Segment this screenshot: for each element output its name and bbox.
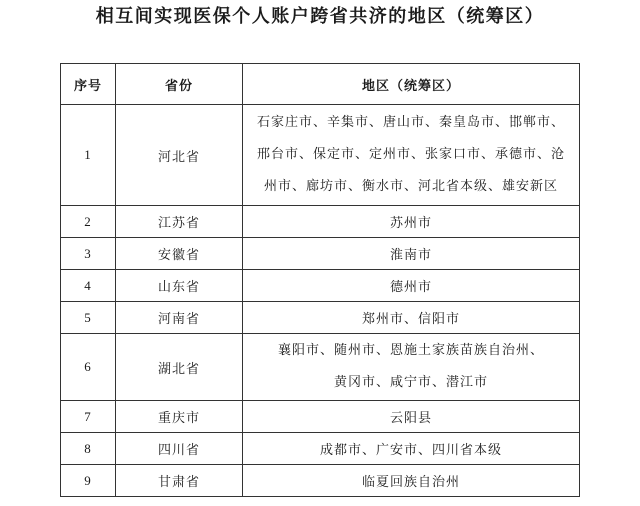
table-row — [61, 270, 580, 302]
table-row — [61, 302, 580, 334]
row-province: 湖北省 — [116, 334, 243, 401]
header-region: 地区（统筹区） — [243, 64, 580, 105]
table-row — [61, 401, 580, 433]
row-province: 山东省 — [116, 270, 243, 302]
region-line: 黄冈市、咸宁市、潜江市 — [333, 375, 488, 390]
row-province: 河北省 — [116, 105, 243, 206]
header-serial-number: 序号 — [61, 64, 116, 105]
row-number: 8 — [61, 433, 116, 465]
row-regions: 成都市、广安市、四川省本级 — [243, 433, 580, 465]
table-row — [61, 433, 580, 465]
row-number: 2 — [61, 206, 116, 238]
row-regions: 淮南市 — [243, 238, 580, 270]
document-title: 相互间实现医保个人账户跨省共济的地区（统筹区） — [95, 6, 545, 27]
row-regions — [243, 105, 580, 206]
region-line: 邢台市、保定市、定州市、张家口市、承德市、沧 — [256, 147, 565, 162]
table-row — [61, 206, 580, 238]
regions-table — [60, 63, 580, 497]
row-regions — [243, 334, 580, 401]
table-row — [61, 105, 580, 206]
row-regions: 德州市 — [243, 270, 580, 302]
row-number: 4 — [61, 270, 116, 302]
row-province: 甘肃省 — [116, 465, 243, 497]
row-province: 江苏省 — [116, 206, 243, 238]
row-number: 7 — [61, 401, 116, 433]
row-province: 河南省 — [116, 302, 243, 334]
row-number: 5 — [61, 302, 116, 334]
row-province: 重庆市 — [116, 401, 243, 433]
row-regions: 郑州市、信阳市 — [243, 302, 580, 334]
region-line: 襄阳市、随州市、恩施土家族苗族自治州、 — [277, 343, 544, 358]
row-regions: 云阳县 — [243, 401, 580, 433]
row-regions: 苏州市 — [243, 206, 580, 238]
row-province: 四川省 — [116, 433, 243, 465]
row-number: 1 — [61, 105, 116, 206]
row-number: 6 — [61, 334, 116, 401]
table-row — [61, 238, 580, 270]
table-row — [61, 465, 580, 497]
header-province: 省份 — [116, 64, 243, 105]
row-number: 9 — [61, 465, 116, 497]
region-line: 州市、廊坊市、衡水市、河北省本级、雄安新区 — [263, 179, 558, 194]
row-number: 3 — [61, 238, 116, 270]
row-province: 安徽省 — [116, 238, 243, 270]
row-regions: 临夏回族自治州 — [243, 465, 580, 497]
table-row — [61, 334, 580, 401]
table-header-row — [61, 64, 580, 105]
region-line: 石家庄市、辛集市、唐山市、秦皇岛市、邯郸市、 — [256, 115, 565, 130]
